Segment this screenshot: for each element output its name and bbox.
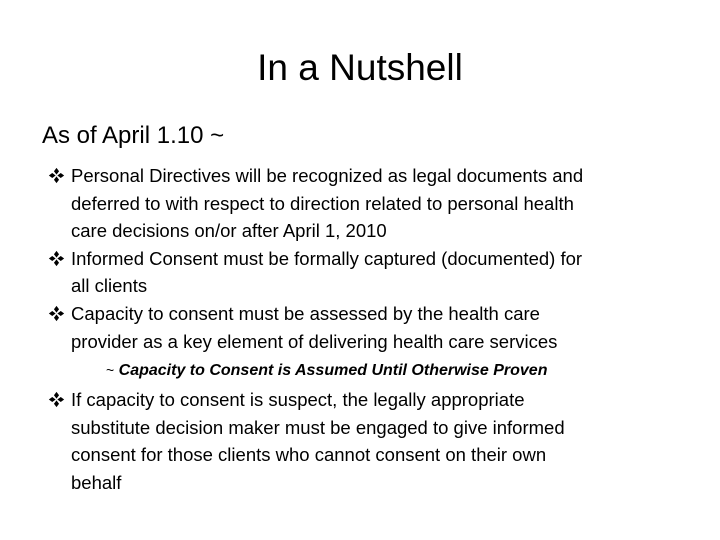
bullet-line: behalf	[71, 471, 122, 493]
diamond-bullet-icon	[48, 391, 65, 408]
bullet-line: substitute decision maker must be engaged to give informed	[71, 416, 565, 438]
diamond-bullet-icon	[48, 167, 65, 184]
bullet-line: If capacity to consent is suspect, the legally appropriate	[71, 389, 525, 411]
bullet-line: provider as a key element of delivering health care services	[71, 330, 558, 352]
bullet-item	[48, 300, 688, 355]
slide-subtitle: As of April 1.10 ~	[42, 122, 225, 149]
bullet-line: Capacity to consent must be assessed by the health care	[71, 302, 540, 324]
sub-note	[106, 359, 688, 382]
bullet-item	[48, 245, 688, 300]
bullet-item	[48, 162, 688, 245]
bullet-line: Personal Directives will be recognized as legal documents and	[71, 165, 584, 186]
diamond-bullet-icon	[48, 305, 65, 322]
bullet-line: Informed Consent must be formally captured (documented) for	[71, 247, 583, 269]
bullet-line: all clients	[71, 275, 148, 297]
note-tilde: ~	[106, 362, 115, 379]
bullet-line: consent for those clients who cannot consent on their own	[71, 444, 547, 466]
bullet-line: deferred to with respect to direction related to personal health	[71, 192, 574, 214]
bullet-line: care decisions on/or after April 1, 2010	[71, 220, 387, 242]
diamond-bullet-icon	[48, 250, 65, 267]
note-text: Capacity to Consent is Assumed Until Otherwise Proven	[118, 362, 548, 380]
slide-title: In a Nutshell	[257, 47, 463, 88]
bullet-list	[48, 162, 688, 497]
bullet-item	[48, 386, 688, 496]
